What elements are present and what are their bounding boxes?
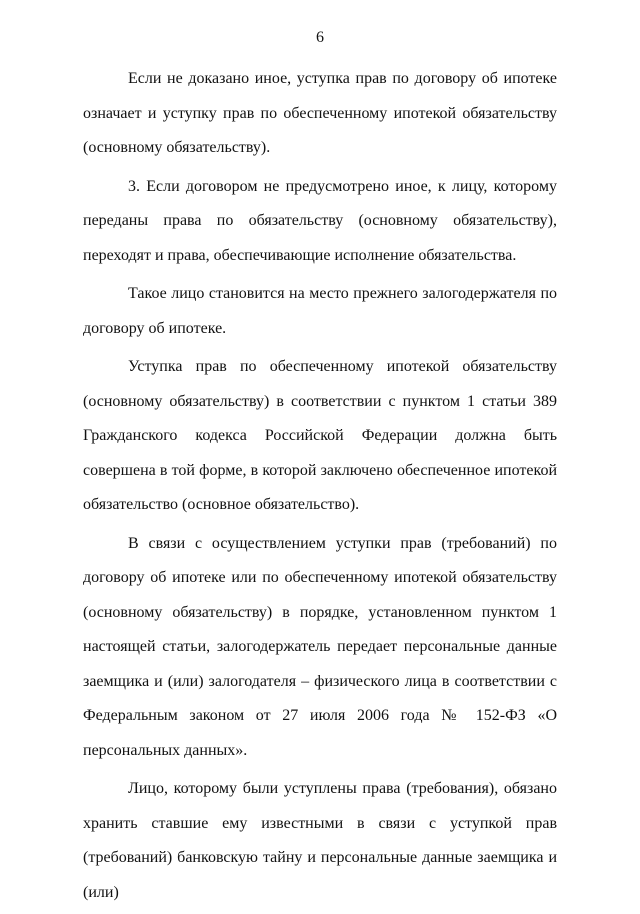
paragraph-assignment-form: Уступка прав по обеспеченному ипотекой обязательству (основному обязательству) в соответствии с пунктом 1 статьи 389 Гражданского кодекса Российской Федерации должна быть совершена в той форме, в которой заключено обеспеченное ипотекой обязательство (основное обязательство).	[83, 358, 557, 513]
page-number: 6	[316, 29, 324, 46]
paragraph-personal-data: В связи с осуществлением уступки прав (требований) по договору об ипотеке или по обеспеченному ипотекой обязательству (основному обязательству) в порядке, установленном пунктом 1 настоящей статьи, залогодержатель передает персональные данные заемщика и (или) залогодателя – физического лица в соответствии с Федеральным законом от 27 июля 2006 года № 152-ФЗ «О персональных данных».	[83, 534, 557, 759]
paragraph-confidentiality: Лицо, которому были уступлены права (требования), обязано хранить ставшие ему известными в связи с уступкой прав (требований) банковскую тайну и персональные данные заемщика и (или)	[83, 780, 557, 901]
paragraph-assignment-mortgage: Если не доказано иное, уступка прав по договору об ипотеке означает и уступку прав по обеспеченному ипотекой обязательству (основному обязательству).	[83, 70, 557, 156]
document-body	[83, 62, 557, 914]
paragraph-new-pledgee: Такое лицо становится на место прежнего залогодержателя по договору об ипотеке.	[83, 285, 557, 337]
paragraph-clause-3: 3. Если договором не предусмотрено иное, к лицу, которому переданы права по обязательству (основному обязательству), переходят и права, обеспечивающие исполнение обязательства.	[83, 177, 557, 264]
